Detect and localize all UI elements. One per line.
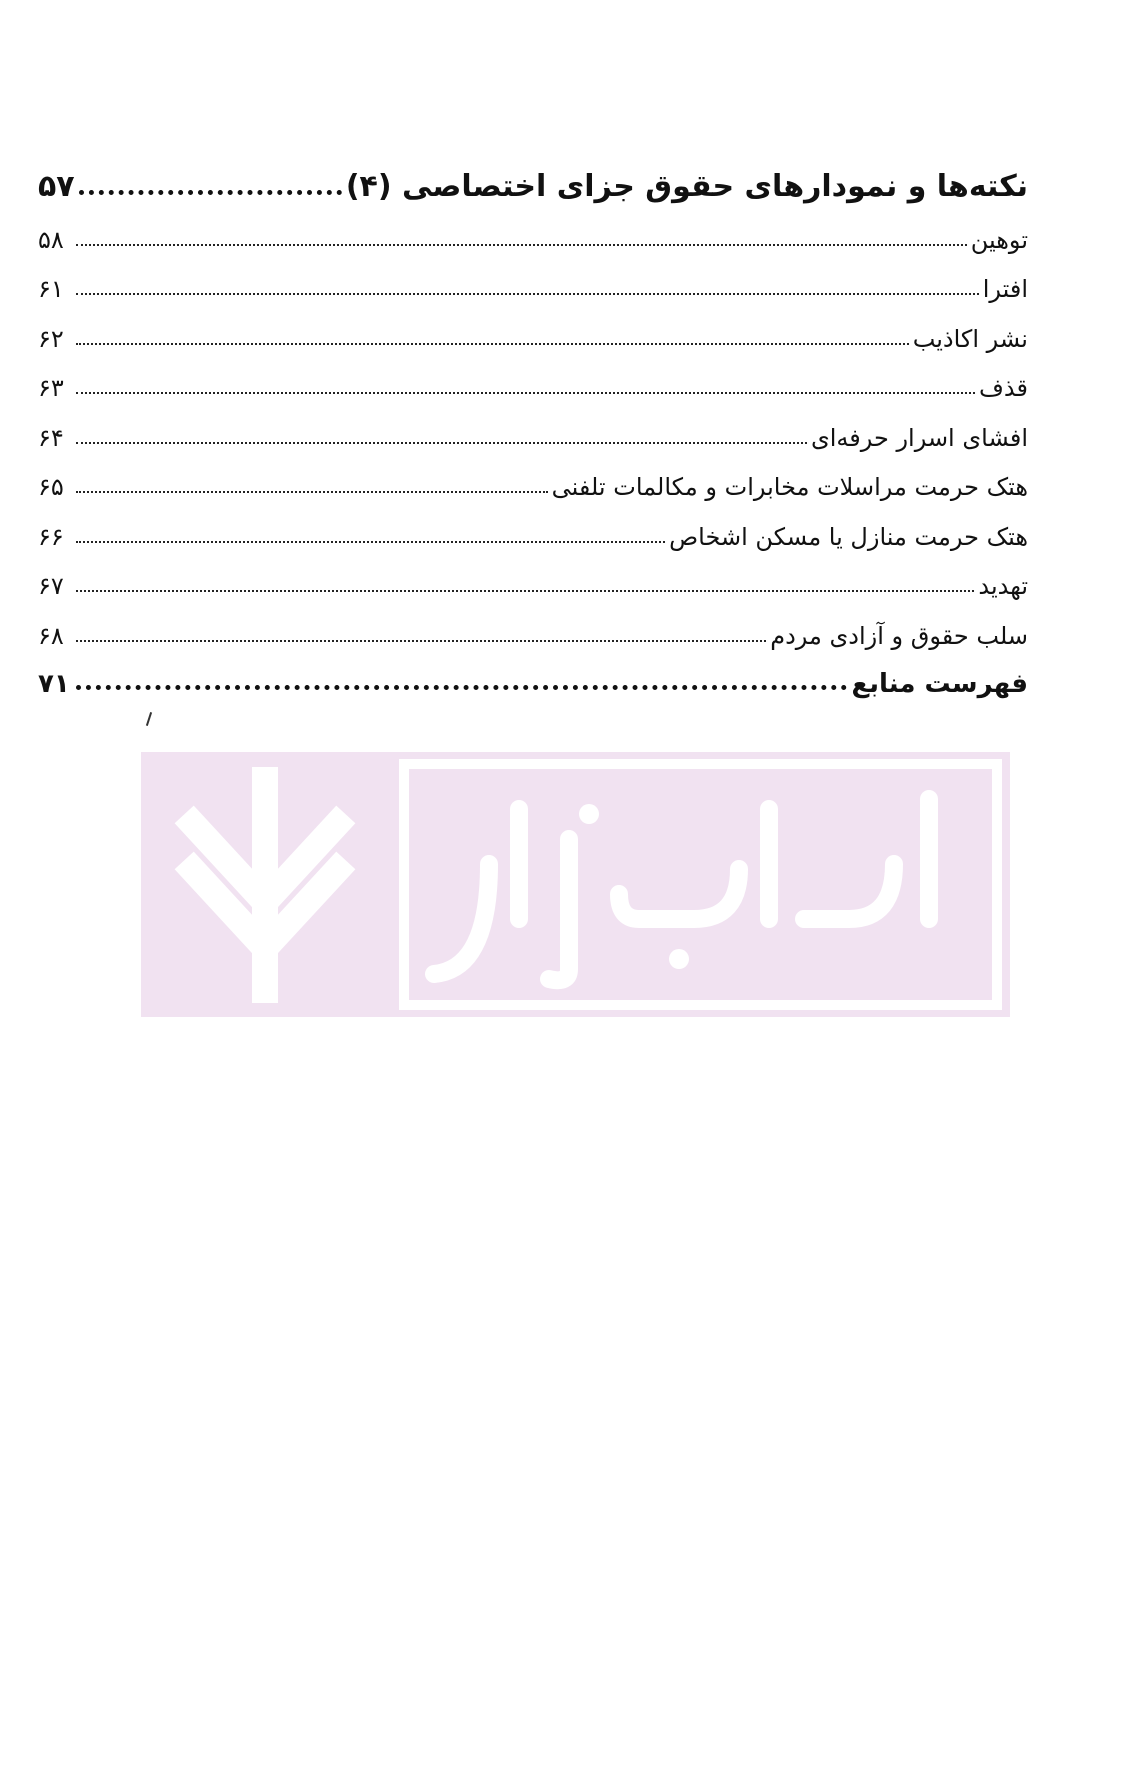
toc-entry-title: سلب حقوق و آزادی مردم bbox=[770, 621, 1028, 650]
toc-entry-tahdid[interactable] bbox=[38, 551, 1028, 601]
toc-entry-title: قذف bbox=[979, 374, 1028, 402]
toc-leader-dots bbox=[76, 491, 548, 493]
toc-leader-dots bbox=[76, 590, 974, 592]
toc-entry-hatk-moraselat[interactable] bbox=[38, 452, 1028, 502]
toc-entry-page: ۵۸ bbox=[38, 225, 64, 254]
watermark-logotype bbox=[409, 769, 992, 1000]
toc-chapter-page: ۵۷ bbox=[38, 169, 75, 204]
toc-entry-page: ۶۵ bbox=[38, 473, 64, 501]
toc-entry-title: تهدید bbox=[978, 572, 1028, 600]
toc-entry-page: ۶۱ bbox=[38, 275, 64, 303]
toc-entry-qazf[interactable] bbox=[38, 353, 1028, 403]
toc-entry-title: هتک حرمت مراسلات مخابرات و مکالمات تلفنی bbox=[551, 473, 1028, 501]
toc-entry-page: ۷۱ bbox=[38, 669, 70, 699]
toc-entry-page: ۶۶ bbox=[38, 522, 64, 551]
toc-entry-nashr-akazib[interactable] bbox=[38, 303, 1028, 353]
toc-leader-dots bbox=[76, 392, 975, 394]
toc-leader-dots bbox=[76, 685, 847, 690]
toc-leader-dots bbox=[76, 293, 979, 295]
toc-entry-page: ۶۲ bbox=[38, 324, 64, 353]
toc-chapter-title: نکته‌ها و نمودارهای حقوق جزای اختصاصی (۴) bbox=[345, 169, 1028, 204]
watermark-logo bbox=[141, 752, 1010, 1017]
toc-leader-dots bbox=[76, 343, 909, 345]
toc-entry-title: نشر اکاذیب bbox=[912, 324, 1028, 353]
toc-entry-page: ۶۸ bbox=[38, 621, 64, 650]
toc-leader-dots bbox=[79, 190, 342, 195]
toc-entry-page: ۶۷ bbox=[38, 572, 64, 600]
toc-entry-title: افترا bbox=[982, 275, 1028, 303]
toc-entry-title: فهرست منابع bbox=[851, 669, 1028, 699]
toc-entry-title: توهین bbox=[970, 225, 1028, 254]
toc-entry-page: ۶۴ bbox=[38, 423, 64, 452]
toc-entry-references[interactable] bbox=[38, 650, 1028, 700]
toc-chapter-heading[interactable] bbox=[38, 140, 1028, 204]
toc-leader-dots bbox=[76, 442, 807, 444]
toc-leader-dots bbox=[76, 244, 967, 246]
toc-leader-dots bbox=[76, 541, 665, 543]
toc-entry-eftera[interactable] bbox=[38, 254, 1028, 304]
tree-emblem-icon bbox=[141, 752, 391, 1017]
toc-entry-title: هتک حرمت منازل یا مسکن اشخاص bbox=[669, 522, 1028, 551]
table-of-contents bbox=[38, 140, 1028, 699]
toc-entry-salb-hoquq[interactable] bbox=[38, 600, 1028, 650]
stray-pen-mark bbox=[146, 712, 152, 726]
toc-leader-dots bbox=[76, 640, 766, 642]
toc-entry-title: افشای اسرار حرفه‌ای bbox=[810, 423, 1028, 452]
toc-entry-tohin[interactable] bbox=[38, 204, 1028, 254]
toc-entry-hatk-manazel[interactable] bbox=[38, 501, 1028, 551]
toc-entry-page: ۶۳ bbox=[38, 374, 64, 402]
toc-entry-efshaye-asrar[interactable] bbox=[38, 402, 1028, 452]
